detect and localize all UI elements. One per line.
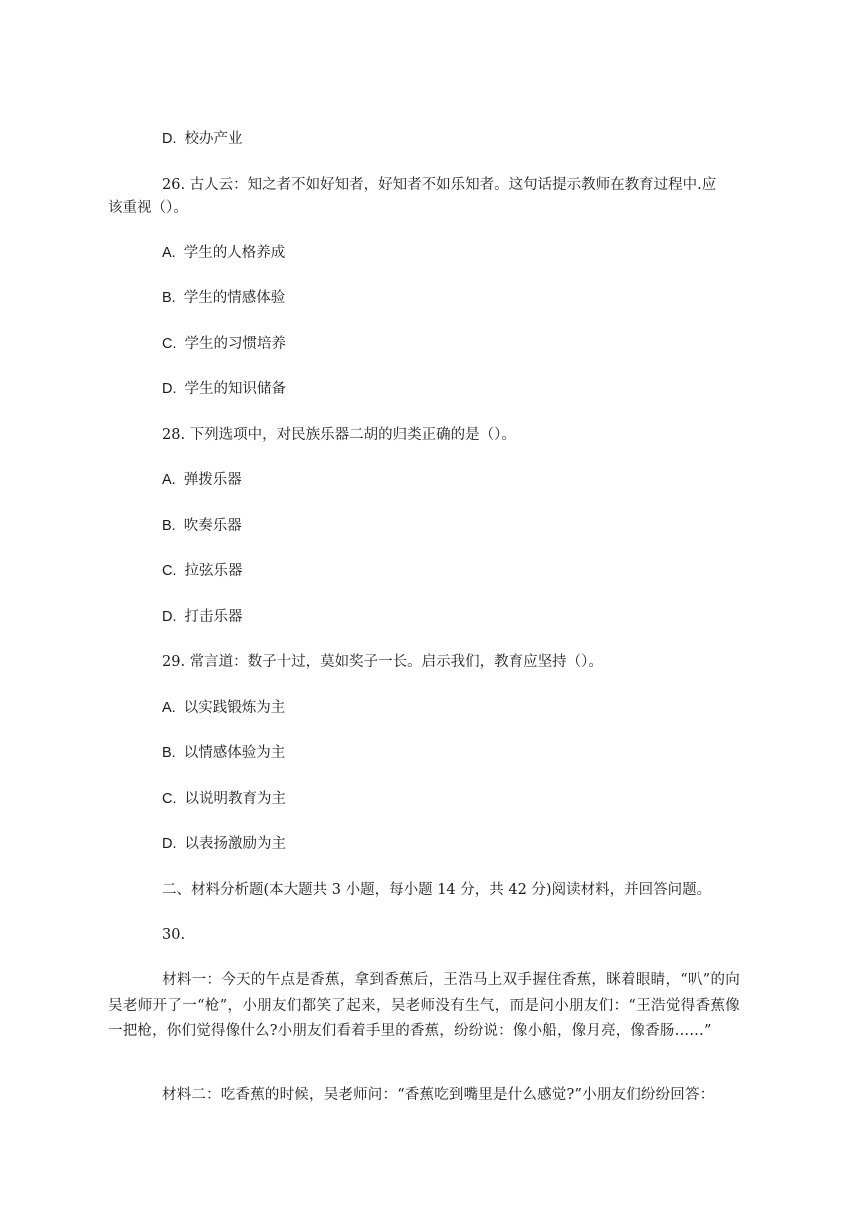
option-text: 弹拨乐器 bbox=[183, 472, 242, 488]
q28-option-c bbox=[162, 559, 732, 583]
material-1-paragraph bbox=[108, 968, 740, 1045]
option-letter: B. bbox=[162, 290, 176, 306]
q28-option-a bbox=[162, 468, 732, 492]
option-text: 以表扬激励为主 bbox=[184, 836, 286, 852]
option-letter: D. bbox=[162, 131, 177, 147]
q30-number: 30. bbox=[162, 927, 186, 943]
q29-option-d bbox=[162, 832, 732, 856]
option-text: 以情感体验为主 bbox=[183, 745, 286, 761]
q25-option-d bbox=[162, 127, 732, 151]
option-letter: C. bbox=[162, 791, 177, 807]
section-heading: 二、材料分析题(本大题共 3 小题，每小题 14 分，共 42 分)阅读材料，并回答问题。 bbox=[162, 882, 712, 898]
option-letter: C. bbox=[162, 563, 177, 579]
material-1-text: 材料一：今天的午点是香蕉，拿到香蕉后，王浩马上双手握住香蕉，眯着眼睛，“叭”的向吴老师开了一“枪”，小朋友们都笑了起来，吴老师没有生气，而是问小朋友们：“王浩觉得香蕉像一把枪，你们觉得像什么?小朋友们看着手里的香蕉，纷纷说：像小船，像月亮，像香肠……” bbox=[108, 972, 740, 1039]
option-letter: A. bbox=[162, 472, 176, 488]
q26-option-a bbox=[162, 241, 732, 265]
option-letter: D. bbox=[162, 609, 177, 625]
q29-option-c bbox=[162, 787, 732, 811]
q29-stem: 29. 常言道：数子十过，莫如奖子一长。启示我们，教育应坚持（）。 bbox=[162, 654, 603, 670]
option-text: 学生的知识储备 bbox=[184, 381, 286, 397]
material-2-paragraph bbox=[108, 1083, 740, 1109]
option-text: 以说明教育为主 bbox=[184, 791, 286, 807]
q29-option-b bbox=[162, 741, 732, 765]
option-text: 以实践锻炼为主 bbox=[183, 700, 286, 716]
q26-option-c bbox=[162, 332, 732, 356]
option-text: 学生的人格养成 bbox=[183, 245, 286, 261]
option-text: 校办产业 bbox=[184, 131, 243, 147]
q28-stem: 28. 下列选项中，对民族乐器二胡的归类正确的是（）。 bbox=[162, 427, 516, 443]
option-text: 学生的习惯培养 bbox=[184, 336, 286, 352]
q26-option-d bbox=[162, 377, 732, 401]
option-text: 打击乐器 bbox=[184, 609, 243, 625]
option-letter: C. bbox=[162, 336, 177, 352]
q28-option-d bbox=[162, 605, 732, 629]
q26-option-b bbox=[162, 286, 732, 310]
q26-stem-line-1: 26. 古人云：知之者不如好知者，好知者不如乐知者。这句话提示教师在教育过程中.应 bbox=[162, 177, 717, 193]
option-letter: B. bbox=[162, 745, 176, 761]
option-letter: D. bbox=[162, 836, 177, 852]
q26-stem-line-2: 该重视（）。 bbox=[108, 200, 188, 216]
option-text: 拉弦乐器 bbox=[184, 563, 243, 579]
option-letter: A. bbox=[162, 245, 176, 261]
material-2-text: 材料二：吃香蕉的时候，吴老师问：“香蕉吃到嘴里是什么感觉?”小朋友们纷纷回答： bbox=[162, 1087, 715, 1103]
option-letter: D. bbox=[162, 381, 177, 397]
option-letter: B. bbox=[162, 518, 176, 534]
option-text: 学生的情感体验 bbox=[183, 290, 286, 306]
option-letter: A. bbox=[162, 700, 176, 716]
q28-option-b bbox=[162, 514, 732, 538]
q29-option-a bbox=[162, 696, 732, 720]
option-text: 吹奏乐器 bbox=[183, 518, 242, 534]
